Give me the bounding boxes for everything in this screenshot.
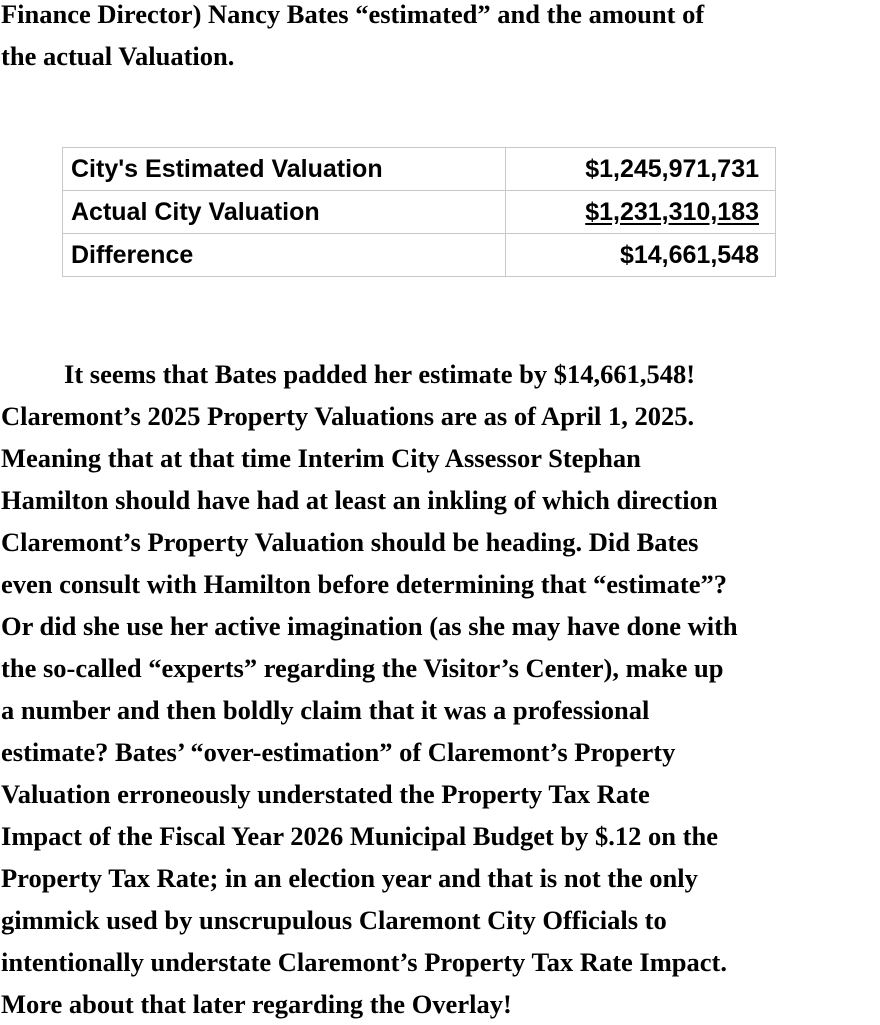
row-label: City's Estimated Valuation <box>63 148 506 191</box>
row-amount: $1,231,310,183 <box>585 197 759 226</box>
row-label: Difference <box>63 234 506 277</box>
text-line: intentionally understate Claremont’s Property Tax Rate Impact. <box>1 947 728 977</box>
row-label: Actual City Valuation <box>63 191 506 234</box>
table-row <box>63 148 776 191</box>
text-line: It seems that Bates padded her estimate by $14,661,548! <box>64 359 696 389</box>
text-line: the actual Valuation. <box>1 41 235 71</box>
text-line: Property Tax Rate; in an election year and that is not the only <box>1 863 698 893</box>
text-line: Impact of the Fiscal Year 2026 Municipal Budget by $.12 on the <box>1 821 718 851</box>
table-row <box>63 234 776 277</box>
text-line: Or did she use her active imagination (as she may have done with <box>1 611 738 641</box>
row-amount: $1,245,971,731 <box>506 148 776 191</box>
text-line: gimmick used by unscrupulous Claremont City Officials to <box>1 905 667 935</box>
text-line: a number and then boldly claim that it was a professional <box>1 695 650 725</box>
text-line: Meaning that at that time Interim City Assessor Stephan <box>1 443 641 473</box>
row-amount: $14,661,548 <box>506 234 776 277</box>
valuation-table <box>62 147 776 277</box>
table-row <box>63 191 776 234</box>
text-line: estimate? Bates’ “over-estimation” of Claremont’s Property <box>1 737 676 767</box>
text-line: Valuation erroneously understated the Property Tax Rate <box>1 779 650 809</box>
text-line: even consult with Hamilton before determining that “estimate”? <box>1 569 727 599</box>
text-line: Hamilton should have had at least an inkling of which direction <box>1 485 718 515</box>
intro-paragraph <box>1 0 704 77</box>
body-paragraph <box>1 353 738 1025</box>
text-line: the so-called “experts” regarding the Visitor’s Center), make up <box>1 653 724 683</box>
row-amount-cell <box>506 191 776 234</box>
text-line: Claremont’s Property Valuation should be heading. Did Bates <box>1 527 699 557</box>
text-line: More about that later regarding the Overlay! <box>1 989 512 1019</box>
text-line: Claremont’s 2025 Property Valuations are as of April 1, 2025. <box>1 401 695 431</box>
text-line: Finance Director) Nancy Bates “estimated” and the amount of <box>1 0 705 29</box>
